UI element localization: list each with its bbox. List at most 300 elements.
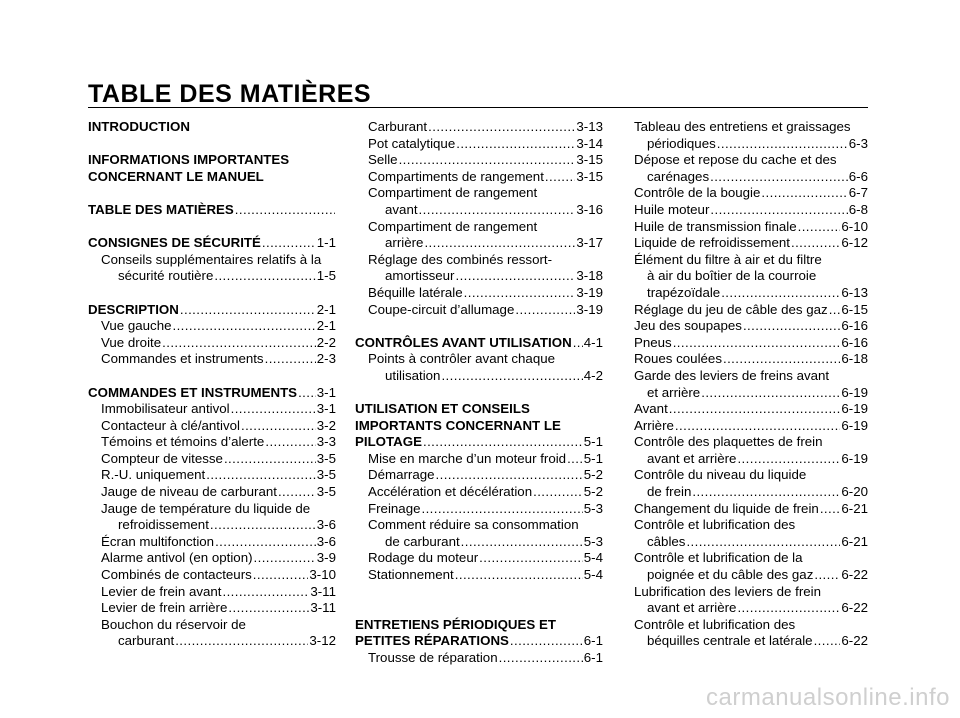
toc-entry-title: Mise en marche d’un moteur froid [368,450,567,466]
toc-entry-title: Contrôle et lubrification des [634,616,796,632]
toc-entry [355,219,603,236]
toc-entry-title: CONTRÔLES AVANT UTILISATION [355,334,572,350]
toc-page-number: 2-3 [316,351,336,367]
toc-entry-title: INTRODUCTION [88,119,190,134]
toc-entry [355,484,603,501]
toc-page-number: 6-13 [841,284,868,300]
dot-leader [798,219,841,236]
dot-leader [510,633,583,650]
dot-leader [399,152,576,169]
toc-page-number: 3-6 [316,533,336,549]
toc-page-number: 6-22 [841,633,868,649]
toc-entry-continuation [634,169,868,186]
toc-entry-title: Carburant [368,119,428,134]
toc-entry-title: Compartiment de rangement [368,218,538,234]
dot-leader [499,650,583,667]
toc-entry-title: Bouchon du réservoir de [101,616,246,632]
toc-page-number: 6-19 [841,384,868,400]
toc-page-number: 5-3 [583,533,603,549]
toc-page-number: 5-2 [583,484,603,500]
toc-entry-continuation [355,368,603,385]
toc-entry-title: Garde des leviers de freins avant [634,367,830,383]
toc-page-number: 4-1 [583,334,603,350]
toc-entry-title: Accélération et décélération [368,484,533,500]
toc-entry-title: Compartiment de rangement [368,185,538,201]
dot-leader [254,550,316,567]
toc-entry [355,650,603,667]
toc-page-number: 2-2 [316,334,336,350]
toc-page-number: 5-1 [583,450,603,466]
dot-leader [701,385,840,402]
toc-entry [88,318,336,335]
toc-entry-continuation [634,534,868,551]
toc-page-number: 6-16 [841,334,868,350]
toc-entry [355,185,603,202]
title-rule [88,107,868,108]
toc-entry-continuation [634,268,868,285]
toc-section-heading [355,418,603,435]
toc-entry [355,136,603,153]
toc-entry [634,152,868,169]
toc-page-number: 3-1 [316,384,336,400]
dot-leader [424,235,575,252]
dot-leader [545,169,575,186]
dot-leader [743,318,840,335]
toc-entry-title: COMMANDES ET INSTRUMENTS [88,384,298,400]
toc-column-3 [634,119,868,650]
toc-entry [355,152,603,169]
toc-page-number: 3-16 [576,201,603,217]
toc-page-number: 6-10 [841,218,868,234]
toc-entry-title: DESCRIPTION [88,301,179,317]
toc-entry-continuation [634,567,868,584]
toc-entry-title: Contrôle et lubrification des [634,517,796,533]
dot-leader [253,567,309,584]
toc-entry-title: Rodage du moteur [368,550,479,566]
toc-entry [355,285,603,302]
toc-section-heading [88,152,336,169]
toc-column-2 [355,119,603,667]
dot-leader [515,302,575,319]
toc-entry-title: à air du boîtier de la courroie [647,268,817,284]
toc-entry-title: Selle [368,152,398,168]
dot-leader [456,136,575,153]
toc-entry [634,335,868,352]
toc-page-number: 2-1 [316,318,336,334]
toc-section-heading [355,617,603,634]
toc-page-number: 6-18 [841,351,868,367]
toc-page-number: 3-19 [576,284,603,300]
toc-page-number: 6-15 [841,301,868,317]
toc-entry-continuation [634,484,868,501]
toc-entry [355,302,603,319]
toc-entry [88,451,336,468]
toc-entry-title: Points à contrôler avant chaque [368,351,556,367]
toc-entry [634,202,868,219]
toc-entry-continuation [355,202,603,219]
toc-entry [634,119,868,136]
toc-entry [88,252,336,269]
toc-entry-title: avant et arrière [647,450,737,466]
dot-leader [172,318,315,335]
toc-entry [88,534,336,551]
toc-page-number: 6-22 [841,600,868,616]
toc-entry-title: PILOTAGE [355,434,422,450]
toc-entry-title: trapézoïdale [647,284,721,300]
toc-entry-title: Contrôle des plaquettes de frein [634,434,823,450]
toc-entry-title: Changement du liquide de frein [634,500,819,516]
dot-leader [791,235,840,252]
toc-section-heading [355,633,603,650]
toc-page-number: 6-19 [841,417,868,433]
dot-leader [180,302,316,319]
toc-entry-title: Dépose et repose du cache et des [634,152,837,168]
toc-section-heading [355,434,603,451]
dot-leader [723,351,840,368]
toc-page-number: 3-11 [310,600,336,616]
dot-leader [215,534,316,551]
toc-entry [634,434,868,451]
toc-entry-title: INFORMATIONS IMPORTANTES [88,152,290,168]
toc-page-number: 5-4 [583,550,603,566]
dot-leader [265,434,315,451]
dot-leader [265,351,316,368]
toc-entry-title: Lubrification des leviers de frein [634,583,821,599]
dot-leader [214,268,315,285]
toc-entry [88,584,336,601]
toc-entry-title: Pot catalytique [368,135,456,151]
toc-entry [634,302,868,319]
toc-entry-continuation [88,517,336,534]
toc-page-number: 3-1 [316,401,336,417]
dot-leader [710,169,848,186]
toc-page-number: 6-22 [841,567,868,583]
toc-entry-title: Élément du filtre à air et du filtre [634,251,822,267]
dot-leader [455,567,583,584]
toc-column-1 [88,119,336,650]
toc-entry-title: avant [385,201,418,217]
toc-section-heading [355,335,603,352]
toc-entry-title: Contrôle du niveau du liquide [634,467,807,483]
dot-leader [567,451,583,468]
toc-entry-title: béquilles centrale et latérale [647,633,813,649]
toc-entry-title: avant et arrière [647,600,737,616]
toc-page-number: 1-5 [316,268,336,284]
toc-entry-title: Compteur de vitesse [101,450,223,466]
toc-page-number: 6-21 [841,533,868,549]
toc-spacer [88,219,336,236]
toc-entry-title: Combinés de contacteurs [101,567,252,583]
toc-entry-title: Comment réduire sa consommation [368,517,579,533]
toc-entry [355,252,603,269]
dot-leader [455,268,575,285]
toc-entry-title: CONSIGNES DE SÉCURITÉ [88,235,261,251]
dot-leader [829,302,841,319]
toc-entry [634,517,868,534]
toc-entry-title: Compartiments de rangement [368,168,544,184]
toc-entry-title: Coupe-circuit d’allumage [368,301,515,317]
toc-entry-title: TABLE DES MATIÈRES [88,201,234,217]
dot-leader [737,600,840,617]
toc-entry [88,484,336,501]
toc-page-number: 6-1 [583,650,603,665]
toc-page-number: 3-5 [316,467,336,483]
toc-entry-title: carénages [647,168,710,184]
dot-leader [464,285,576,302]
toc-entry [88,335,336,352]
dot-leader [262,235,316,252]
toc-page-number: 6-12 [841,235,868,251]
toc-entry [355,517,603,534]
dot-leader [533,484,583,501]
toc-page-number: 3-10 [309,567,336,583]
dot-leader [423,434,583,451]
dot-leader [175,633,308,650]
toc-entry-title: périodiques [647,135,716,151]
toc-entry-continuation [634,285,868,302]
toc-entry-title: Immobilisateur antivol [101,401,230,417]
dot-leader [686,534,840,551]
toc-entry-title: Pneus [634,334,672,350]
toc-entry-title: Jeu des soupapes [634,318,742,334]
toc-page-number: 6-21 [841,500,868,516]
watermark: carmanualsonline.info [706,684,950,711]
toc-entry [88,550,336,567]
toc-page-number: 3-5 [316,484,336,500]
toc-entry [634,584,868,601]
toc-entry-title: câbles [647,533,686,549]
dot-leader [673,335,841,352]
toc-page-number: 3-18 [576,268,603,284]
toc-section-heading [355,401,603,418]
toc-entry [634,351,868,368]
toc-section-heading [88,202,336,219]
toc-entry-title: Jauge de niveau de carburant [101,484,277,500]
toc-page-number: 3-11 [310,583,336,599]
toc-entry [634,252,868,269]
toc-entry [355,119,603,136]
toc-entry-title: Contacteur à clé/antivol [101,417,240,433]
dot-leader [298,385,316,402]
toc-section-heading [88,235,336,252]
toc-entry-title: ENTRETIENS PÉRIODIQUES ET [355,616,556,632]
toc-entry-title: Jauge de température du liquide de [101,500,311,516]
toc-page-number: 6-1 [583,633,603,649]
toc-entry-title: poignée et du câble des gaz [647,567,814,583]
toc-page-number: 6-16 [841,318,868,334]
toc-entry-title: Réglage du jeu de câble des gaz [634,301,828,317]
toc-entry-continuation [634,633,868,650]
toc-page-number: 6-3 [848,135,868,151]
dot-leader [436,467,583,484]
toc-entry [634,550,868,567]
toc-entry [88,351,336,368]
dot-leader [692,484,840,501]
toc-entry [88,467,336,484]
dot-leader [210,517,316,534]
dot-leader [710,202,847,219]
toc-entry-title: R.-U. uniquement [101,467,206,483]
toc-entry-title: refroidissement [118,517,209,533]
toc-spacer [355,385,603,402]
toc-page-number: 6-20 [841,484,868,500]
toc-page-number: 6-7 [848,185,868,201]
toc-entry [634,501,868,518]
dot-leader [814,633,841,650]
toc-entry [355,467,603,484]
toc-page-number: 5-1 [583,434,603,450]
dot-leader [421,501,582,518]
toc-entry-continuation [355,268,603,285]
toc-entry [355,501,603,518]
toc-page-number: 3-15 [576,152,603,168]
toc-entry [88,617,336,634]
toc-entry [634,617,868,634]
dot-leader [461,534,583,551]
toc-entry-title: Stationnement [368,567,454,583]
toc-entry [88,418,336,435]
toc-entry [634,318,868,335]
toc-page-number: 3-17 [576,235,603,251]
page-title: TABLE DES MATIÈRES [88,80,372,108]
toc-entry-continuation [634,600,868,617]
toc-entry-title: arrière [385,235,424,251]
toc-page-number: 6-6 [848,168,868,184]
toc-entry-title: Arrière [634,417,674,433]
toc-entry-title: et arrière [647,384,701,400]
toc-section-heading [88,385,336,402]
dot-leader [675,418,840,435]
toc-spacer [88,136,336,153]
toc-entry-title: UTILISATION ET CONSEILS [355,401,530,417]
toc-spacer [355,584,603,601]
toc-entry-title: sécurité routière [118,268,214,284]
dot-leader [814,567,840,584]
toc-section-heading [88,169,336,186]
toc-entry [634,235,868,252]
toc-page-number: 3-3 [316,434,336,450]
toc-entry [88,567,336,584]
toc-page-number: 3-6 [316,517,336,533]
toc-entry-continuation [634,136,868,153]
toc-entry-title: Huile moteur [634,201,710,217]
toc-entry-title: utilisation [385,367,441,383]
toc-entry-title: Tableau des entretiens et graissages [634,119,851,134]
toc-entry [88,501,336,518]
toc-entry-title: carburant [118,633,175,649]
toc-entry [634,368,868,385]
dot-leader [419,202,576,219]
toc-page-number: 3-2 [316,417,336,433]
toc-page-number: 3-13 [576,119,603,134]
toc-entry [88,600,336,617]
toc-page-number: 5-3 [583,500,603,516]
toc-page-number: 3-12 [309,633,336,649]
toc-entry-title: de frein [647,484,692,500]
toc-entry-continuation [355,235,603,252]
toc-spacer [355,318,603,335]
toc-entry-title: Freinage [368,500,421,516]
toc-entry-title: IMPORTANTS CONCERNANT LE [355,417,561,433]
dot-leader [224,451,316,468]
toc-entry-title: Levier de frein arrière [101,600,228,616]
toc-entry [634,401,868,418]
dot-leader [669,401,841,418]
dot-leader [206,467,316,484]
dot-leader [820,501,841,518]
toc-entry-title: Liquide de refroidissement [634,235,790,251]
dot-leader [235,202,335,219]
toc-entry [355,451,603,468]
dot-leader [231,401,316,418]
toc-entry-title: Vue droite [101,334,162,350]
toc-entry [634,185,868,202]
toc-page-number: 6-8 [848,201,868,217]
toc-entry [355,351,603,368]
toc-page-number: 5-2 [583,467,603,483]
toc-entry-title: Roues coulées [634,351,722,367]
toc-spacer [355,600,603,617]
toc-entry [634,418,868,435]
toc-page-number: 3-15 [576,168,603,184]
toc-entry-title: Avant [634,401,668,417]
toc-entry-title: Levier de frein avant [101,583,222,599]
toc-page-number: 4-2 [583,367,603,383]
toc-spacer [88,185,336,202]
dot-leader [721,285,840,302]
dot-leader [222,584,309,601]
toc-entry-continuation [634,385,868,402]
toc-entry-title: Huile de transmission finale [634,218,797,234]
toc-entry-title: Réglage des combinés ressort- [368,251,553,267]
toc-section-heading [88,302,336,319]
dot-leader [441,368,582,385]
dot-leader [761,185,847,202]
toc-entry-title: CONCERNANT LE MANUEL [88,168,264,184]
toc-page-number: 3-9 [316,550,336,566]
toc-entry-continuation [88,268,336,285]
toc-entry [355,567,603,584]
toc-entry-title: de carburant [385,533,460,549]
toc-page-number: 3-19 [576,301,603,317]
dot-leader [428,119,575,136]
toc-entry-title: Conseils supplémentaires relatifs à la [101,251,322,267]
toc-page-number: 3-14 [576,135,603,151]
toc-page-number: 1-1 [316,235,336,251]
toc-entry-title: Écran multifonction [101,533,215,549]
toc-entry-title: Alarme antivol (en option) [101,550,253,566]
toc-page-number: 2-1 [316,301,336,317]
toc-entry-continuation [355,534,603,551]
toc-entry-title: Commandes et instruments [101,351,264,367]
toc-entry-title: Trousse de réparation [368,650,498,665]
toc-page-number: 5-4 [583,567,603,583]
toc-entry-continuation [634,451,868,468]
dot-leader [717,136,848,153]
toc-page-number: 6-19 [841,450,868,466]
toc-entry-title: Contrôle de la bougie [634,185,761,201]
toc-entry-title: amortisseur [385,268,455,284]
toc-entry [634,219,868,236]
dot-leader [278,484,316,501]
toc-spacer [88,368,336,385]
toc-entry-continuation [88,633,336,650]
toc-entry-title: Vue gauche [101,318,172,334]
toc-entry [355,550,603,567]
toc-entry [88,401,336,418]
toc-entry-title: Béquille latérale [368,284,463,300]
toc-entry-title: Démarrage [368,467,435,483]
